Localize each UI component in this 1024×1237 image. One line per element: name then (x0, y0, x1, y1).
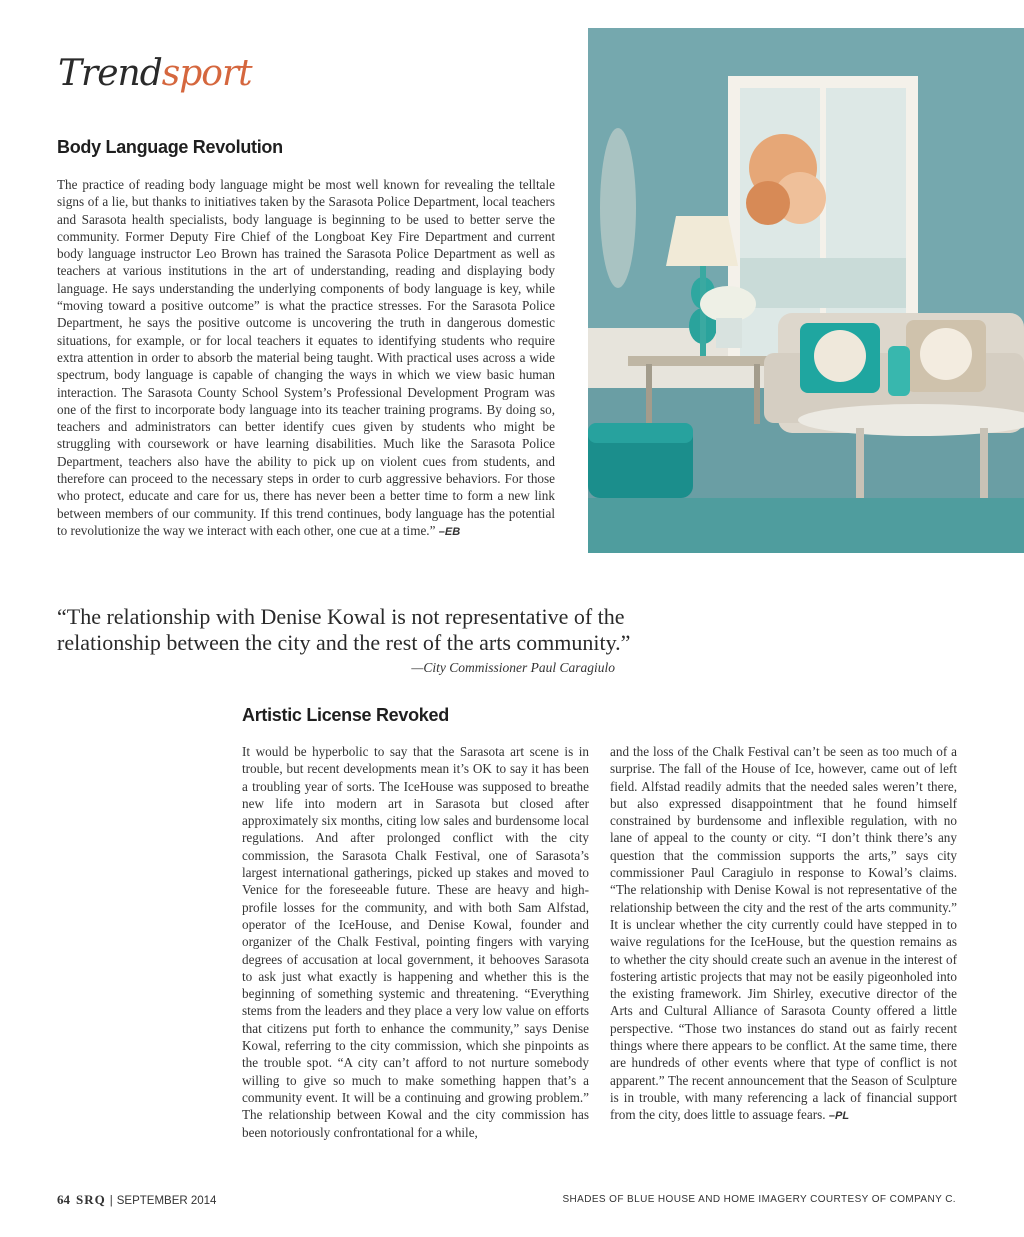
section-title-part1: Trend (58, 53, 162, 94)
folio-separator: | (109, 1195, 113, 1207)
living-room-photo (588, 28, 1024, 553)
magazine-name: SRQ (76, 1192, 106, 1207)
issue-date: SEPTEMBER 2014 (116, 1195, 217, 1207)
photo-credit: SHADES OF BLUE HOUSE AND HOME IMAGERY COURTESY OF COMPANY C. (562, 1194, 956, 1205)
article2-column2-text: and the loss of the Chalk Festival can’t be seen as too much of a surprise. The fall of the House of Ice, however, came out of left field. Alfstad readily admits that the needed sales weren’t there, but also expressed disappointment that he found himself constrained by burdensome and inflexible regulation, with no lane of appeal to the county or city. “I don’t think there’s any question that the commission supports the arts,” says city commissioner Paul Caragiulo in response to Kowal’s claims. “The relationship with Denise Kowal is not representative of the relationship between the city and the rest of the arts community.” It is unclear whether the city currently could have stepped in to waive regulations for the IceHouse, but the question remains as to whether the city should create such an avenue in the interest of fostering artistic projects that may not be easily pigeonholed into the existing framework. Jim Shirley, executive director of the Arts and Cultural Alliance of Sarasota County offered a little perspective. “Those two instances do stand out as fairly recent things where there appears to be conflict. At the same time, there are hundreds of other events where that type of conflict is not apparent.” The recent announcement that the Season of Sculpture is in trouble, with many referencing a lack of financial support from the city, does little to assuage fears. (610, 744, 957, 1123)
section-title-part2: sport (161, 53, 252, 94)
article2-column1: It would be hyperbolic to say that the Sarasota art scene is in trouble, but recent developments mean it’s OK to say it has been a troubling year of sorts. The IceHouse was supposed to breathe new life into modern art in Sarasota but closed after approximately six months, citing low sales and burdensome local regulations. And after prolonged conflict with the city commission, the Sarasota Chalk Festival, one of Sarasota’s largest international gatherings, picked up stakes and moved to Venice for the foreseeable future. These are heavy and high-profile losses for the community, and with both Sam Alfstad, operator of the IceHouse, and Denise Kowal, founder and organizer of the Chalk Festival, pointing fingers with varying degrees of accusation at local government, it behooves Sarasota to ask just what exactly is happening and whether this is the beginning of something systemic and threatening. “Everything stems from the leaders and they place a very low value on efforts that citizens put forth to enhance the community,” says Denise Kowal, referring to the city commission, which she pinpoints as the trouble spot. “A city can’t afford to not nurture somebody willing to give so much to make something happen that’s a community event. It will be a continuing and growing problem.” The relationship between Kowal and the city commission has been notoriously confrontational for a while, (242, 744, 589, 1140)
article1-signature: –EB (438, 525, 461, 538)
article1-body-text: The practice of reading body language might be most well known for revealing the telltale signs of a lie, but thanks to initiatives taken by the Sarasota Police Department, local teachers and Sarasota health specialists, body language is beginning to be used to better serve the community. Former Deputy Fire Chief of the Longboat Key Fire Department and current body language instructor Leo Brown has trained the Sarasota Police Department as well as teachers at various institutions in the art of understanding, reading and displaying body language. He says understanding the underlying components of body language is key, while “moving toward a positive outcome” is what the practice stresses. For the Sarasota Police Department, he says the positive outcome is uncovering the truth in dangerous domestic situations, for example, or for local teachers it equates to identifying students who require extra attention in order to absorb the material being taught. With practical uses across a wide spectrum, body language is capable of changing the ways in which we view basic human interaction. The Sarasota County School System’s Professional Development Program was one of the first to incorporate body language into its teacher training programs. By doing so, teachers and administrators can better identify cues given by students who might be struggling with coursework or have learning disabilities. Much like the Sarasota Police Department, teachers also have the ability to pick up on violent cues from students, and therefore can proceed to the necessary steps in order to curb aggressive behaviors. For those who protect, educate and care for us, there has never been a better time to form a new link between members of our community. If this trend continues, body language has the potential to revolutionize the way we interact with each other, one cue at a time.” (57, 177, 555, 538)
article2-column2 (610, 743, 957, 1126)
section-title (58, 52, 252, 96)
article1-body (57, 176, 555, 541)
article1-headline: Body Language Revolution (57, 137, 283, 157)
page-number: 64 (57, 1192, 70, 1207)
pull-quote: “The relationship with Denise Kowal is not representative of the relationship between the city and the rest of the arts community.” (57, 604, 631, 655)
article2-headline: Artistic License Revoked (242, 705, 449, 725)
pull-quote-attribution: —City Commissioner Paul Caragiulo (411, 660, 615, 675)
article2-signature: –PL (828, 1110, 850, 1123)
living-room-illustration (588, 28, 1024, 553)
footer-folio (57, 1192, 216, 1208)
